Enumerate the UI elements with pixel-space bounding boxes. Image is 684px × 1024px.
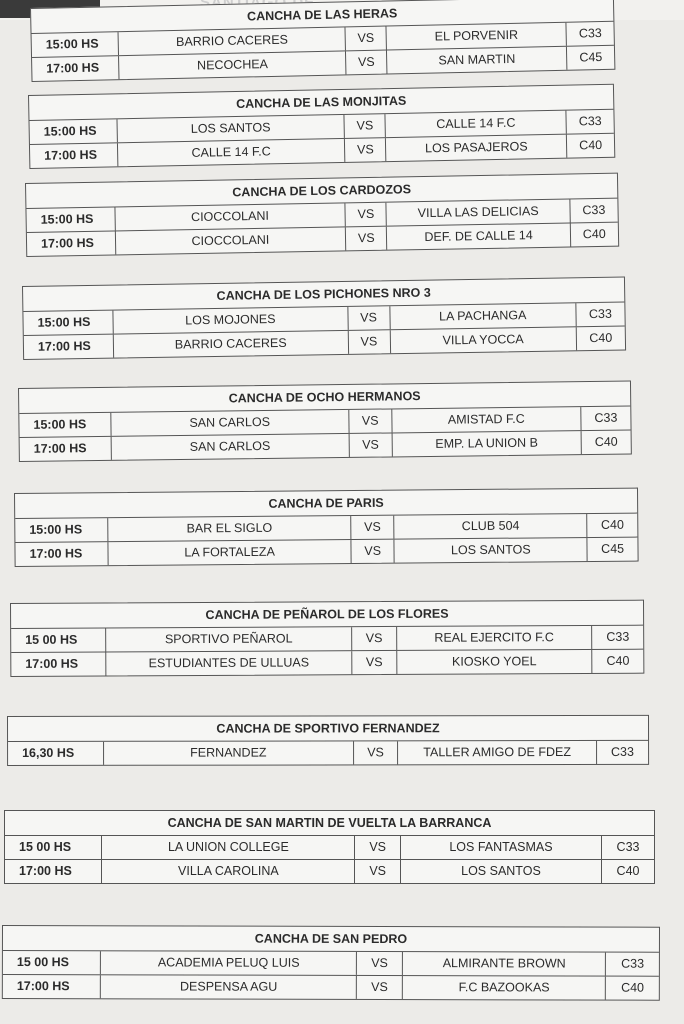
home-team: ESTUDIANTES DE ULLUAS — [106, 651, 353, 675]
court-name: CANCHA DE LOS PICHONES NRO 3 — [23, 278, 624, 312]
match-time: 17:00 HS — [27, 231, 116, 256]
home-team: DESPENSA AGU — [101, 975, 357, 999]
home-team: LOS SANTOS — [117, 115, 345, 142]
versus-label: VS — [351, 540, 395, 563]
match-time: 15:00 HS — [23, 311, 113, 335]
home-team: CIOCCOLANI — [115, 203, 346, 230]
court-table — [28, 84, 615, 169]
court-table — [30, 0, 615, 82]
category-label: C33 — [606, 629, 630, 644]
match-time: 15:00 HS — [32, 32, 120, 57]
away-team: CLUB 504 — [395, 514, 588, 539]
match-time: 17:00 HS — [30, 143, 118, 168]
versus-label: VS — [345, 138, 386, 162]
away-team: CALLE 14 F.C — [386, 111, 567, 137]
court-name: CANCHA DE LOS CARDOZOS — [26, 174, 617, 209]
match-time: 17:00 HS — [32, 56, 120, 81]
home-team: LOS MOJONES — [114, 307, 349, 334]
away-team: VILLA LAS DELICIAS — [387, 199, 571, 225]
away-team: EL PORVENIR — [386, 23, 567, 50]
versus-label: VS — [348, 306, 390, 330]
versus-label: VS — [346, 203, 388, 227]
court-table — [18, 381, 632, 462]
match-time: 15:00 HS — [26, 207, 115, 232]
away-team: LOS FANTASMAS — [401, 836, 602, 859]
match-time: 17:00 HS — [20, 437, 112, 461]
home-team: LA UNION COLLEGE — [102, 836, 355, 859]
versus-label: VS — [354, 741, 399, 764]
court-name: CANCHA DE SAN PEDRO — [3, 926, 659, 953]
versus-label: VS — [355, 836, 400, 859]
category-label: C33 — [621, 956, 645, 971]
match-row — [5, 859, 654, 883]
away-team: LOS SANTOS — [395, 538, 588, 563]
versus-label: VS — [353, 651, 397, 674]
court-name: CANCHA DE SPORTIVO FERNANDEZ — [8, 716, 648, 742]
versus-label: VS — [348, 330, 390, 354]
court-name: CANCHA DE OCHO HERMANOS — [19, 382, 630, 414]
category-label: C33 — [588, 306, 612, 322]
home-team: NECOCHEA — [119, 51, 346, 79]
match-time: 17:00 HS — [24, 335, 114, 359]
home-team: BARRIO CACERES — [119, 27, 346, 55]
category-label: C45 — [601, 541, 625, 556]
category-label: C33 — [616, 840, 640, 854]
match-row — [3, 974, 659, 1000]
court-name: CANCHA DE SAN MARTIN DE VUELTA LA BARRANCA — [5, 811, 654, 836]
home-team: VILLA CAROLINA — [102, 860, 355, 883]
category-label: C33 — [578, 113, 602, 129]
category-label: C45 — [579, 50, 603, 65]
court-table — [25, 173, 619, 257]
home-team: ACADEMIA PELUQ LUIS — [101, 951, 357, 975]
match-row — [11, 626, 643, 652]
home-team: SAN CARLOS — [111, 434, 350, 460]
match-time: 17:00 HS — [11, 652, 106, 675]
away-team: VILLA YOCCA — [390, 327, 577, 353]
match-row — [8, 741, 648, 765]
match-time: 17:00 HS — [3, 975, 101, 998]
away-team: LA PACHANGA — [390, 303, 577, 329]
away-team: ALMIRANTE BROWN — [403, 952, 606, 976]
match-time: 17:00 HS — [15, 542, 108, 566]
category-label: C33 — [582, 202, 606, 218]
home-team: BAR EL SIGLO — [109, 516, 352, 541]
category-label: C40 — [582, 226, 606, 242]
home-team: LA FORTALEZA — [109, 540, 352, 565]
court-name: CANCHA DE LAS HERAS — [31, 0, 613, 34]
versus-label: VS — [349, 409, 392, 433]
court-name: CANCHA DE LAS MONJITAS — [29, 85, 613, 121]
away-team: REAL EJERCITO F.C — [397, 626, 593, 650]
away-team: LOS SANTOS — [401, 860, 602, 883]
match-time: 15 00 HS — [11, 628, 106, 651]
away-team: KIOSKO YOEL — [397, 650, 593, 674]
match-time: 15:00 HS — [19, 413, 111, 437]
versus-label: VS — [346, 51, 387, 75]
versus-label: VS — [357, 952, 403, 975]
match-row — [5, 836, 654, 859]
category-label: C40 — [616, 864, 640, 878]
home-team: BARRIO CACERES — [114, 331, 349, 358]
category-label: C33 — [594, 410, 618, 425]
away-team: EMP. LA UNION B — [392, 431, 582, 456]
category-label: C40 — [621, 980, 645, 995]
versus-label: VS — [355, 860, 400, 883]
home-team: CALLE 14 F.C — [118, 139, 346, 166]
away-team: F.C BAZOOKAS — [403, 976, 606, 1000]
match-time: 15 00 HS — [3, 951, 101, 974]
category-label: C40 — [594, 434, 618, 449]
match-time: 17:00 HS — [5, 860, 102, 883]
court-name: CANCHA DE PEÑAROL DE LOS FLORES — [11, 601, 643, 629]
category-label: C40 — [579, 137, 603, 153]
away-team: TALLER AMIGO DE FDEZ — [398, 741, 596, 764]
category-label: C40 — [600, 517, 624, 532]
home-team: FERNANDEZ — [104, 741, 354, 764]
match-time: 15:00 HS — [15, 518, 108, 542]
home-team: SAN CARLOS — [111, 410, 350, 436]
match-time: 15 00 HS — [5, 836, 102, 859]
category-label: C40 — [606, 653, 630, 668]
match-time: 15:00 HS — [29, 119, 117, 144]
home-team: SPORTIVO PEÑAROL — [106, 627, 353, 651]
versus-label: VS — [357, 976, 403, 999]
away-team: DEF. DE CALLE 14 — [387, 223, 571, 249]
court-table — [4, 810, 655, 884]
versus-label: VS — [351, 516, 395, 539]
versus-label: VS — [346, 27, 387, 51]
match-time: 16,30 HS — [8, 742, 104, 765]
versus-label: VS — [345, 114, 386, 138]
home-team: CIOCCOLANI — [115, 227, 346, 254]
court-table — [10, 600, 644, 677]
match-row — [3, 951, 659, 976]
court-table — [7, 715, 649, 766]
away-team: AMISTAD F.C — [392, 407, 582, 432]
match-row — [11, 649, 643, 676]
versus-label: VS — [346, 227, 388, 251]
court-table — [22, 277, 626, 360]
court-name: CANCHA DE PARIS — [15, 489, 637, 519]
away-team: LOS PASAJEROS — [386, 135, 567, 161]
away-team: SAN MARTIN — [387, 47, 568, 74]
category-label: C40 — [589, 330, 613, 346]
versus-label: VS — [352, 627, 396, 650]
category-label: C33 — [610, 744, 634, 759]
court-table — [2, 925, 660, 1001]
court-table — [14, 488, 639, 567]
versus-label: VS — [350, 433, 393, 457]
category-label: C33 — [578, 26, 602, 41]
